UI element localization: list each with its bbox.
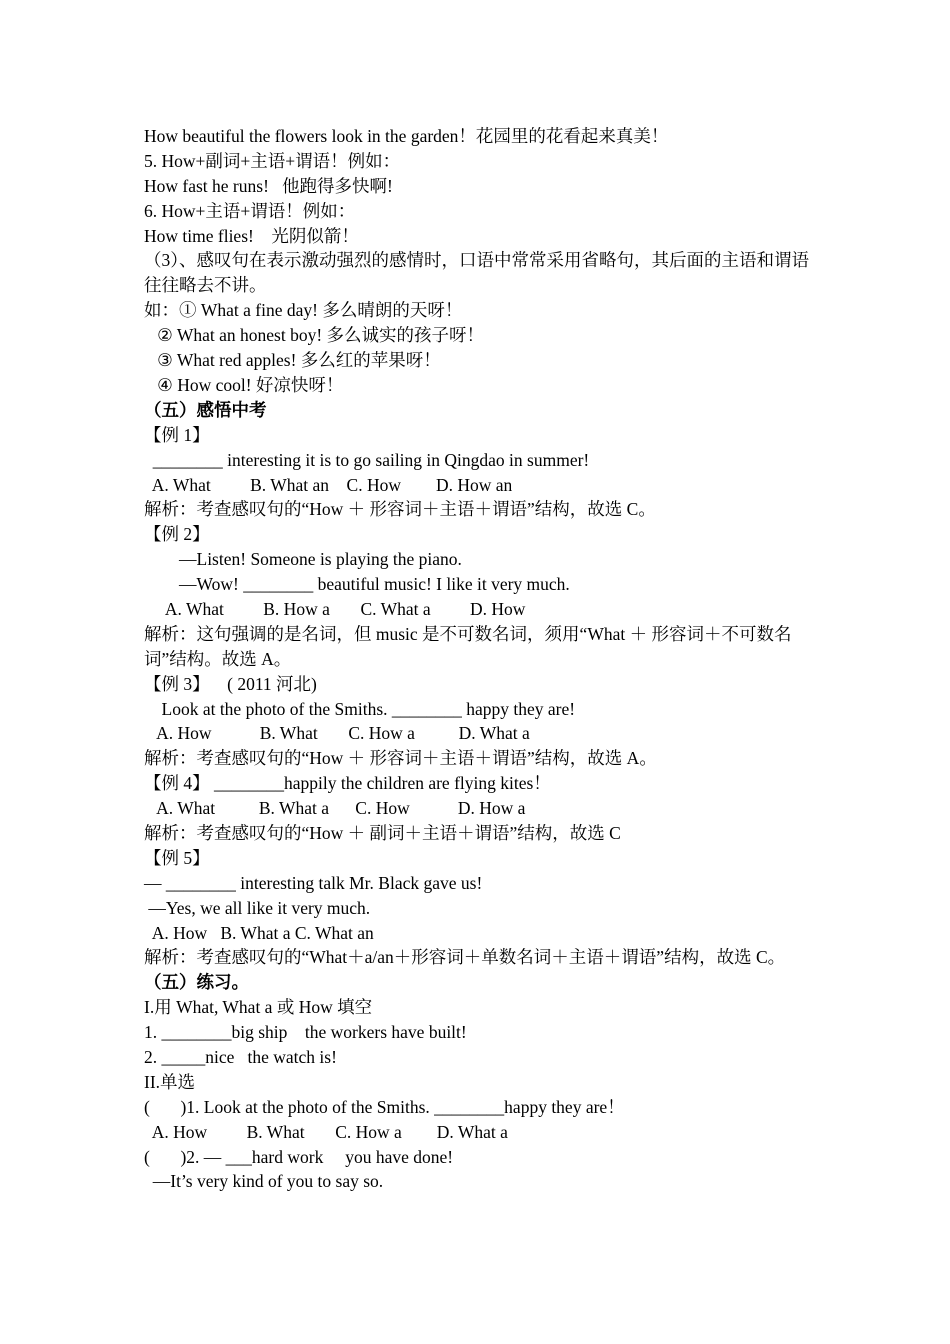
text-line: A. What B. What a C. How D. How a <box>144 798 526 819</box>
text-line: ② What an honest boy! 多么诚实的孩子呀！ <box>144 325 485 346</box>
text-line: How fast he runs! 他跑得多快啊! <box>144 175 393 196</box>
text-line: —Wow! ________ beautiful music! I like it very much. <box>144 574 570 595</box>
text-line: I.用 What, What a 或 How 填空 <box>144 997 373 1018</box>
text-line: 【例 1】 <box>144 424 210 445</box>
text-line: 如：① What a fine day! 多么晴朗的天呀！ <box>144 300 463 321</box>
text-line: （五）练习。 <box>144 972 249 993</box>
document-body <box>144 124 814 1194</box>
text-line: 【例 4】 ________happily the children are flying kites！ <box>144 773 551 794</box>
text-line: 解析：考查感叹句的“How ＋ 形容词＋主语＋谓语”结构，故选 C。 <box>144 499 656 520</box>
text-line: ③ What red apples! 多么红的苹果呀！ <box>144 350 441 371</box>
text-line: （五）感悟中考 <box>144 399 267 420</box>
text-line: ④ How cool! 好凉快呀！ <box>144 374 344 395</box>
text-line: ( )1. Look at the photo of the Smiths. ________happy they are！ <box>144 1096 625 1117</box>
text-line: ( )2. — ___hard work you have done! <box>144 1146 454 1167</box>
text-line: 【例 3】 ( 2011 河北) <box>144 673 317 694</box>
text-line: 【例 2】 <box>144 524 210 545</box>
text-line: 解析：考查感叹句的“How ＋ 副词＋主语＋谓语”结构，故选 C <box>144 823 621 843</box>
text-line: 2. _____nice the watch is! <box>144 1047 337 1068</box>
text-line: A. How B. What a C. What an <box>144 922 374 943</box>
text-line: ________ interesting it is to go sailing in Qingdao in summer! <box>144 449 590 470</box>
text-line: How time flies! 光阴似箭！ <box>144 225 359 246</box>
text-line: A. How B. What C. How a D. What a <box>144 1121 508 1142</box>
text-line: —Yes, we all like it very much. <box>144 897 371 918</box>
text-line: — ________ interesting talk Mr. Black gave us! <box>144 872 483 893</box>
text-line: 解析：考查感叹句的“What＋a/an＋形容词＋单数名词＋主语＋谓语”结构，故选 C。 <box>144 947 786 968</box>
text-line: 6. How+主语+谓语！例如： <box>144 200 356 221</box>
text-line: II.单选 <box>144 1071 196 1092</box>
text-line: How beautiful the flowers look in the garden！花园里的花看起来真美！ <box>144 126 669 146</box>
text-line: 解析：考查感叹句的“How ＋ 形容词＋主语＋谓语”结构，故选 A。 <box>144 748 657 769</box>
text-line: 5. How+副词+主语+谓语！例如： <box>144 150 401 171</box>
text-line: 1. ________big ship the workers have built! <box>144 1022 467 1043</box>
text-line: Look at the photo of the Smiths. ________ happy they are! <box>144 698 576 719</box>
text-line: A. What B. How a C. What a D. How <box>144 598 526 619</box>
text-line: （3）、感叹句在表示激动强烈的感情时，口语中常常采用省略句，其后面的主语和谓语往往略去不讲。 <box>144 250 809 296</box>
text-line: A. How B. What C. How a D. What a <box>144 723 530 744</box>
text-line: A. What B. What an C. How D. How an <box>144 474 513 495</box>
text-line: —Listen! Someone is playing the piano. <box>144 549 462 570</box>
text-line: 解析：这句强调的是名词，但 music 是不可数名词，须用“What ＋ 形容词＋不可数名词”结构。故选 A。 <box>144 623 792 669</box>
text-line: 【例 5】 <box>144 847 210 868</box>
text-line: —It’s very kind of you to say so. <box>144 1171 384 1192</box>
